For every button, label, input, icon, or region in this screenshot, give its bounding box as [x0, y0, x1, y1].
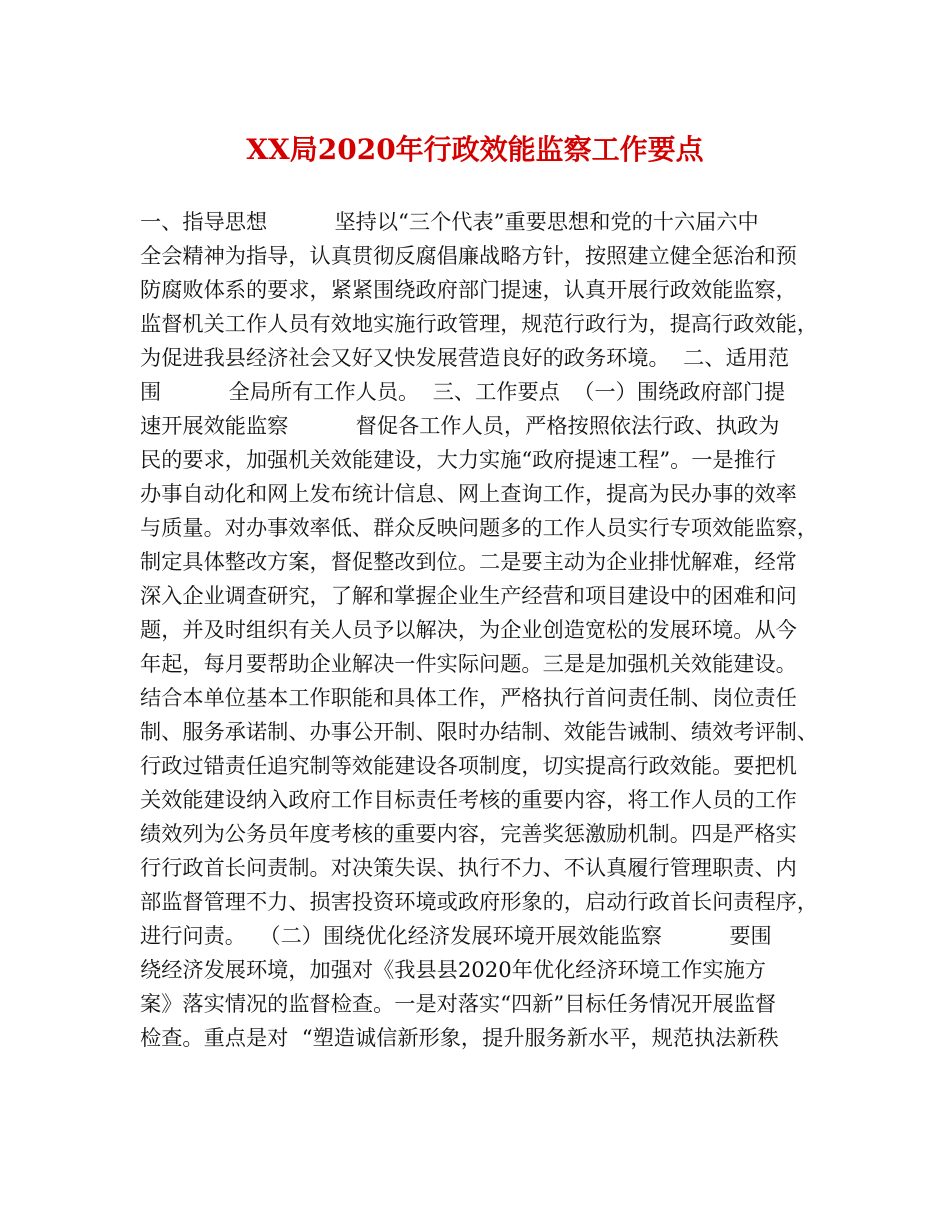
- body-text-line: 关效能建设纳入政府工作目标责任考核的重要内容，将工作人员的工作: [140, 787, 797, 812]
- body-text-line: 制定具体整改方案，督促整改到位。二是要主动为企业排忧解难，经常: [140, 549, 797, 574]
- body-text-line: 办事自动化和网上发布统计信息、网上查询工作，提高为民办事的效率: [140, 481, 797, 506]
- body-text-line: 围 全局所有工作人员。 三、工作要点 （一）围绕政府部门提: [140, 379, 786, 404]
- body-text-line: 绩效列为公务员年度考核的重要内容，完善奖惩激励机制。四是严格实: [140, 821, 797, 846]
- body-text-line: 行政过错责任追究制等效能建设各项制度，切实提高行政效能。要把机: [140, 753, 797, 778]
- body-text-line: 部监督管理不力、损害投资环境或政府形象的，启动行政首长问责程序，: [140, 889, 819, 914]
- body-text-line: 防腐败体系的要求，紧紧围绕政府部门提速，认真开展行政效能监察，: [140, 277, 797, 302]
- body-text-line: 速开展效能监察 督促各工作人员，严格按照依法行政、执政为: [140, 413, 780, 438]
- body-text-line: 民的要求，加强机关效能建设，大力实施“政府提速工程”。一是推行: [140, 447, 777, 472]
- body-text-line: 行行政首长问责制。对决策失误、执行不力、不认真履行管理职责、内: [140, 855, 797, 880]
- body-text-line: 制、服务承诺制、办事公开制、限时办结制、效能告诫制、绩效考评制、: [140, 719, 819, 744]
- document-body: [140, 205, 820, 1055]
- document-title: XX局2020年行政效能监察工作要点: [246, 133, 704, 166]
- body-text-line: 全会精神为指导，认真贯彻反腐倡廉战略方针，按照建立健全惩治和预: [140, 243, 797, 268]
- body-text-line: 年起，每月要帮助企业解决一件实际问题。三是是加强机关效能建设。: [140, 651, 797, 676]
- body-text-line: 案》落实情况的监督检查。一是对落实“四新”目标任务情况开展监督: [140, 991, 777, 1016]
- body-text-line: 结合本单位基本工作职能和具体工作，严格执行首问责任制、岗位责任: [140, 685, 797, 710]
- body-text-line: 监督机关工作人员有效地实施行政管理，规范行政行为，提高行政效能，: [140, 311, 819, 336]
- body-text-line: 题，并及时组织有关人员予以解决，为企业创造宽松的发展环境。从今: [140, 617, 797, 642]
- body-text-line: 与质量。对办事效率低、群众反映问题多的工作人员实行专项效能监察，: [140, 515, 819, 540]
- body-text-line: 一、指导思想 坚持以“三个代表”重要思想和党的十六届六中: [140, 209, 759, 234]
- body-text-line: 检查。重点是对 “塑造诚信新形象，提升服务新水平，规范执法新秩: [140, 1025, 779, 1050]
- body-text-line: 为促进我县经济社会又好又快发展营造良好的政务环境。 二、适用范: [140, 345, 790, 370]
- body-text-line: 进行问责。 （二）围绕优化经济发展环境开展效能监察 要围: [140, 923, 772, 948]
- body-text-line: 绕经济发展环境，加强对《我县县2020年优化经济环境工作实施方: [140, 957, 766, 982]
- body-text-line: 深入企业调查研究，了解和掌握企业生产经营和项目建设中的困难和问: [140, 583, 797, 608]
